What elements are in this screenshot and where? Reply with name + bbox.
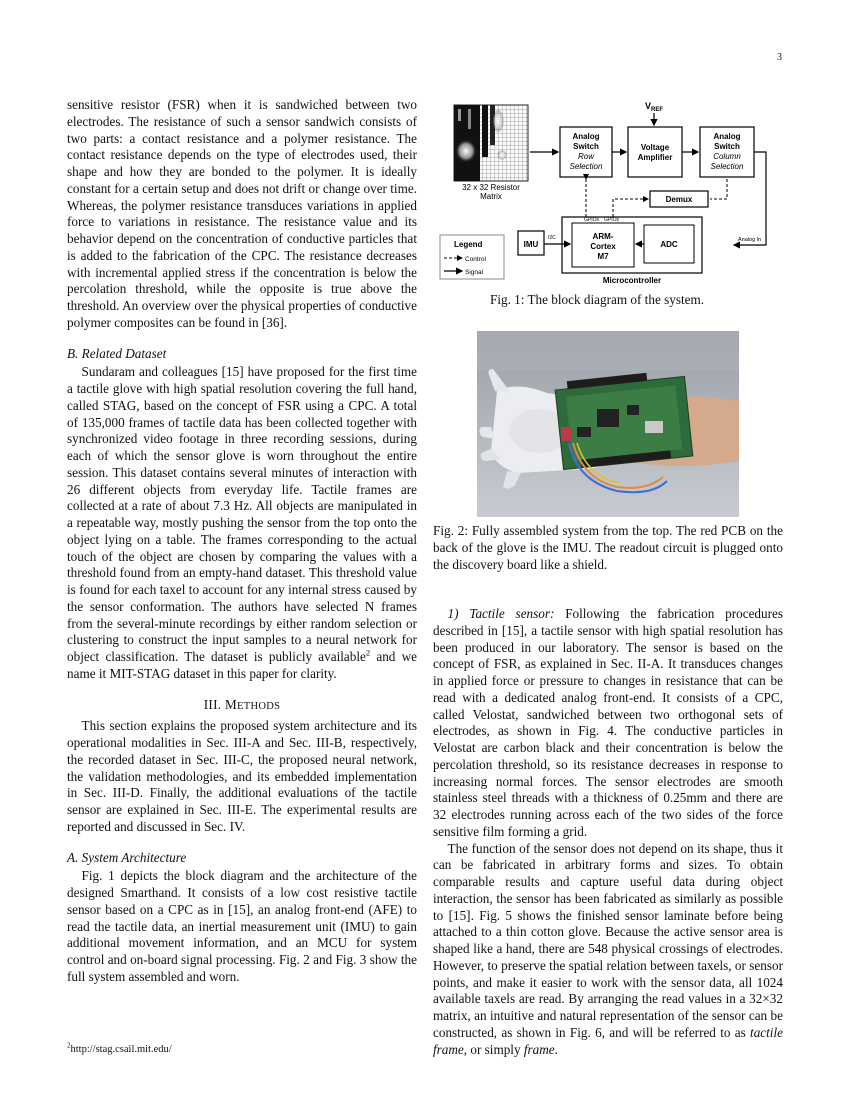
svg-text:Cortex: Cortex [590, 242, 616, 251]
svg-text:Microcontroller: Microcontroller [602, 276, 662, 285]
svg-text:Matrix: Matrix [480, 192, 502, 201]
subsection-related-dataset: B. Related Dataset [67, 345, 167, 361]
analog-switch-row-block [560, 127, 612, 177]
imu-pcb [561, 427, 571, 441]
subsection-system-architecture: A. System Architecture [67, 849, 187, 865]
svg-text:Switch: Switch [573, 142, 599, 151]
subsubsection-tactile-sensor: 1) Tactile sensor: [447, 606, 555, 621]
page-number: 3 [777, 52, 782, 63]
demux-block [650, 191, 708, 207]
svg-text:Row: Row [577, 152, 595, 161]
svg-text:ARM-: ARM- [592, 232, 614, 241]
resistor-matrix [454, 105, 528, 201]
paragraph-related-dataset: Sundaram and colleagues [15] have proposed for the first time a tactile glove with high spatial resolution covering the full hand, called STAG, based on the concept of FSR using a CPC. A total of 135,000 frames of tactile data has been collected together with synchronized video footage in three recording sessions, during each of which the sensor glove is worn throughout the entire session. This dataset contains several minutes of interaction with 26 different objects from everyday life. Tactile frames are collected at a rate of about 7.3 Hz. All objects are manipulated in a repeatable way, mostly pushing the sensor from the top onto the object lying on a table. The frames corresponding to the actual touch of the object are chosen by comparing the values with a threshold found from an empty-hand dataset. This threshold value is found for each taxel to account for any internal stress caused by the sensor conformation. The authors have selected N frames from the several-minute recordings by either random selection or clustering to construct the input samples to a neural network for object classification. The dataset is publicly available$^2$ and we name it MIT-STAG dataset in this paper for clarity. [67, 364, 417, 681]
footnote-url: http://stag.csail.mit.edu/ [70, 1044, 172, 1055]
svg-text:Switch: Switch [714, 142, 740, 151]
svg-text:Analog: Analog [572, 132, 600, 141]
paragraph-methods-overview: This section explains the proposed system architecture and its operational modalities in Sec. III-A and Sec. III-B, respectively, the recorded dataset in Sec. III-C, the proposed neural network, the validation methodologies, and its embedded implementation in Sec. III-D. Finally, the additional evaluations of the tactile sensor are explained in Sec. III-E. The experimental results are reported and discussed in Sec. IV. [67, 718, 417, 834]
svg-text:Amplifier: Amplifier [637, 153, 673, 162]
discovery-board [555, 373, 693, 470]
legend [440, 235, 504, 279]
svg-text:Analog: Analog [713, 132, 741, 141]
paragraph-sensor-function: The function of the sensor does not depend on its shape, thus it can be fabricated in arbitrary forms and sizes. To obtain comparable results and capture useful data during object interaction, the sensor has been fabricated as similarly as possible to [15]. Fig. 5 shows the finished sensor laminate before being attached to a thin cotton glove. Because the active sensor area is shaped like a hand, there are 548 physical crossings of electrodes. However, to preserve the spatial relation between taxels, or sensor points, and make it easier to work with the sensor data, all 1024 available taxels are read. By arranging the read values in a 32×32 matrix, an intuitive and natural representation of the sensor can be constructed, as shown in Fig. 6, and will be referred to as tactile frame, or simply frame. [433, 840, 783, 1057]
svg-text:I2C: I2C [548, 235, 556, 241]
svg-text:Column: Column [713, 152, 741, 161]
svg-text:GPIOs: GPIOs [604, 217, 620, 223]
svg-text:Selection: Selection [569, 162, 603, 171]
svg-text:M7: M7 [597, 252, 609, 261]
svg-text:ADC: ADC [660, 240, 678, 249]
right-column [433, 606, 783, 1058]
microcontroller-block [562, 217, 702, 285]
paragraph-tactile-sensor: 1) Tactile sensor: Following the fabrication procedures described in [15], a tactile sensor with high spatial resolution has been produced in our laboratory. The sensor is based on the concept of FSR, as explained in Sec. II-A. It transduces changes in applied force or pressure to changes in resistance that can be read with a dedicated analog front-end. It consists of a CPC, called Velostat, sandwiched between two orthogonal sets of electrodes, as shown in Fig. 4. The conductive particles in Velostat are carbon black and their concentration is below the percolation threshold, so its resistance decreases in response to increasing normal forces. The sensor electrodes are smooth stainless steel threads with a thickness of 0.25mm and there are 32 electrodes running across each of the two sides of the force sensitive film forming a grid. [433, 606, 783, 839]
svg-text:Control: Control [465, 256, 486, 263]
svg-text:Signal: Signal [465, 269, 484, 276]
svg-text:Demux: Demux [665, 195, 693, 204]
svg-text:VREF: $V_{REF}$ [645, 101, 664, 113]
vref-label [645, 101, 663, 125]
paragraph-fsr-resistance: sensitive resistor (FSR) when it is sandwiched between two electrodes. The resistance of such a sensor sandwich consists of two parts: a contact resistance and a polymer resistance. The contact resistance depends on the type of electrodes used, their shape and how they are bonded to the polymer. It is ideally constant for a certain setup and does not drift or change over time. Whereas, the polymer resistance transduces variations in applied force to variations in resistance. The resistance value and its behavior depend on the concentration of conductive particles that is added to the fabrication of the CPC. The resistance decreases with incremental applied stress if the concentration is below the percolation threshold, while the opposite is true above the threshold. An overview over the physical properties of conductive polymer composites can be found in [36]. [67, 97, 417, 330]
left-column [67, 97, 417, 986]
svg-text:IMU: IMU [523, 240, 539, 249]
figure-2-caption: Fig. 2: Fully assembled system from the top. The red PCB on the back of the glove is the IMU. The readout circuit is plugged onto the discovery board like a shield. [433, 523, 783, 572]
figure-1-block-diagram [438, 97, 780, 287]
figure-1-caption: Fig. 1: The block diagram of the system. [490, 292, 705, 307]
svg-text:Selection: Selection [710, 162, 744, 171]
footnote: $^2$http://stag.csail.mit.edu/ [67, 1041, 172, 1055]
analog-switch-column-block [700, 127, 754, 177]
voltage-amplifier-block [628, 127, 682, 177]
svg-text:GPIOs: GPIOs [584, 217, 600, 223]
footnote-mark: 2 [365, 647, 371, 658]
section-methods-heading: III. METHODS [203, 696, 281, 712]
svg-text:Legend: Legend [454, 240, 483, 249]
svg-text:Voltage: Voltage [640, 143, 670, 152]
figure-2-photo [477, 331, 739, 517]
svg-text:32 x 32 Resistor: 32 x 32 Resistor [462, 183, 520, 192]
paragraph-system-architecture: Fig. 1 depicts the block diagram and the architecture of the designed Smarthand. It consists of a low cost resistive tactile sensor based on a CPC as in [15], an analog front-end (AFE) to read the tactile data, an inertial measurement unit (IMU) to gain additional movement information, and an MCU for system control and on-board signal processing. Fig. 2 and Fig. 3 show the full system assembled and worn. [67, 868, 417, 984]
svg-text:Analog In: Analog In [738, 237, 762, 243]
